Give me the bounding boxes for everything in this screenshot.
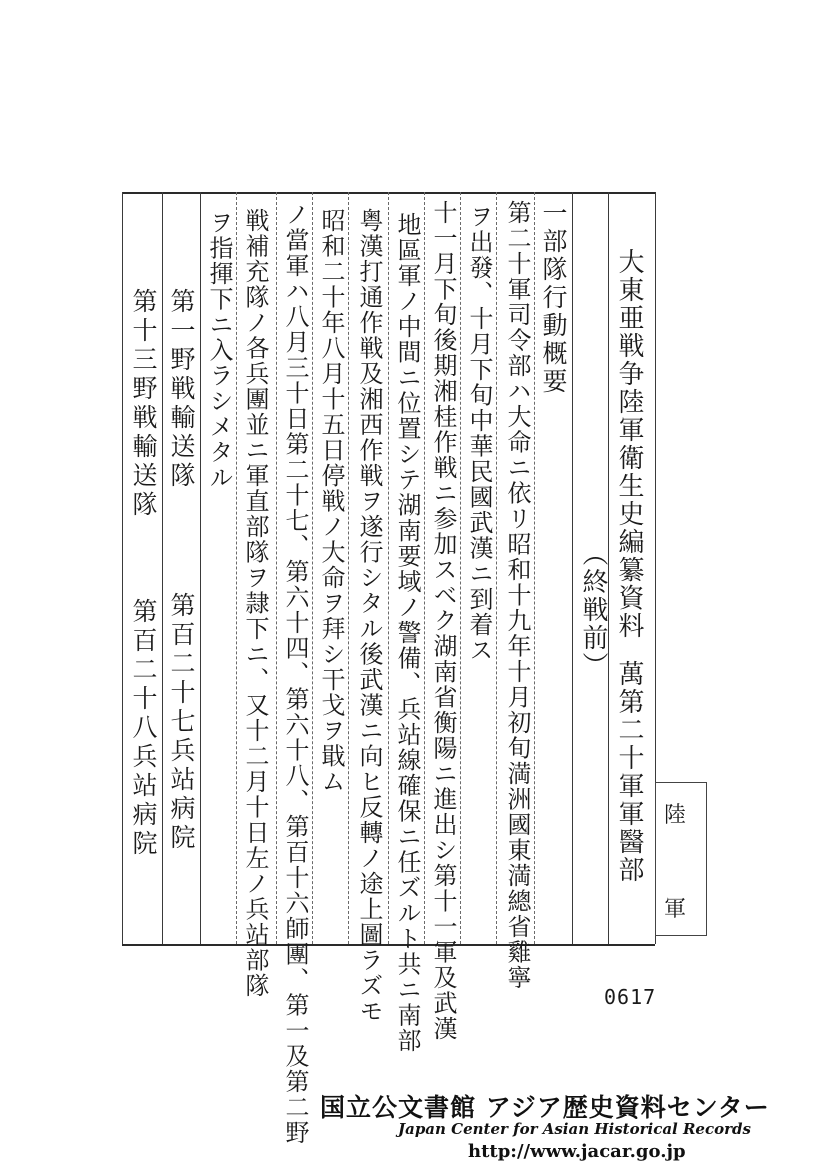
body-line: 戦補充隊ノ各兵團並ニ軍直部隊ヲ隷下ニ、又十二月十日左ノ兵站部隊 [241, 208, 269, 999]
column-rule [162, 192, 163, 944]
body-line: 地區軍ノ中間ニ位置シテ湖南要域ノ警備、兵站線確保ニ任ズルト共ニ南部 [393, 212, 421, 1054]
page-number: 0617 [604, 985, 657, 1009]
unit-name: 第一野戦輸送隊 [167, 288, 196, 491]
column-rule [572, 192, 573, 944]
archive-url-link[interactable]: http://www.jacar.go.jp [468, 1141, 686, 1162]
column-rule [534, 192, 535, 944]
section-heading: 一部隊行動概要 [539, 200, 568, 396]
unit-name: 第百二十八兵站病院 [129, 598, 158, 859]
body-line: ヲ出發、十月下旬中華民國武漢ニ到着ス [465, 204, 493, 663]
body-line: 昭和二十年八月十五日停戦ノ大命ヲ拜シ干戈ヲ戢ム [317, 208, 345, 795]
column-rule [348, 192, 349, 944]
column-rule [424, 192, 425, 944]
column-rule [312, 192, 313, 944]
body-line: 十一月下旬後期湘桂作戦ニ参加スベク湖南省衡陽ニ進出シ第十一軍及武漢 [429, 200, 457, 1042]
column-rule [122, 192, 123, 944]
body-line: 第二十軍司令部ハ大命ニ依リ昭和十九年十月初旬満洲國東満總省雞寧 [503, 200, 531, 991]
unit-name: 第百二十七兵站病院 [167, 592, 196, 853]
column-rule [608, 192, 609, 944]
body-line: ノ當軍ハ八月三十日第二十七、第六十四、第六十八、第百十六師團、第一及第二野 [281, 202, 309, 1146]
stamp-char: 軍 [664, 897, 687, 922]
archive-name-jp: 国立公文書館 アジア歴史資料センター [320, 1093, 770, 1122]
column-rule [388, 192, 389, 944]
column-rule [460, 192, 461, 944]
unit-name: 第十三野戦輸送隊 [129, 288, 158, 520]
document-period: （終戦前） [578, 540, 608, 680]
document-author: 萬第二十軍軍醫部 [614, 660, 644, 884]
body-line: 粤漢打通作戦及湘西作戦ヲ遂行シタル後武漢ニ向ヒ反轉ノ途上圖ラズモ [355, 208, 383, 1024]
column-rule [496, 192, 497, 944]
stamp-char: 陸 [664, 803, 687, 828]
column-rule [276, 192, 277, 944]
column-rule [200, 192, 201, 944]
archive-name-en: Japan Center for Asian Historical Records [398, 1120, 751, 1138]
body-line: ヲ指揮下ニ入ラシメタル [205, 210, 233, 491]
document-title: 大東亜戦争陸軍衛生史編纂資料 [614, 248, 644, 640]
column-rule [236, 192, 237, 944]
